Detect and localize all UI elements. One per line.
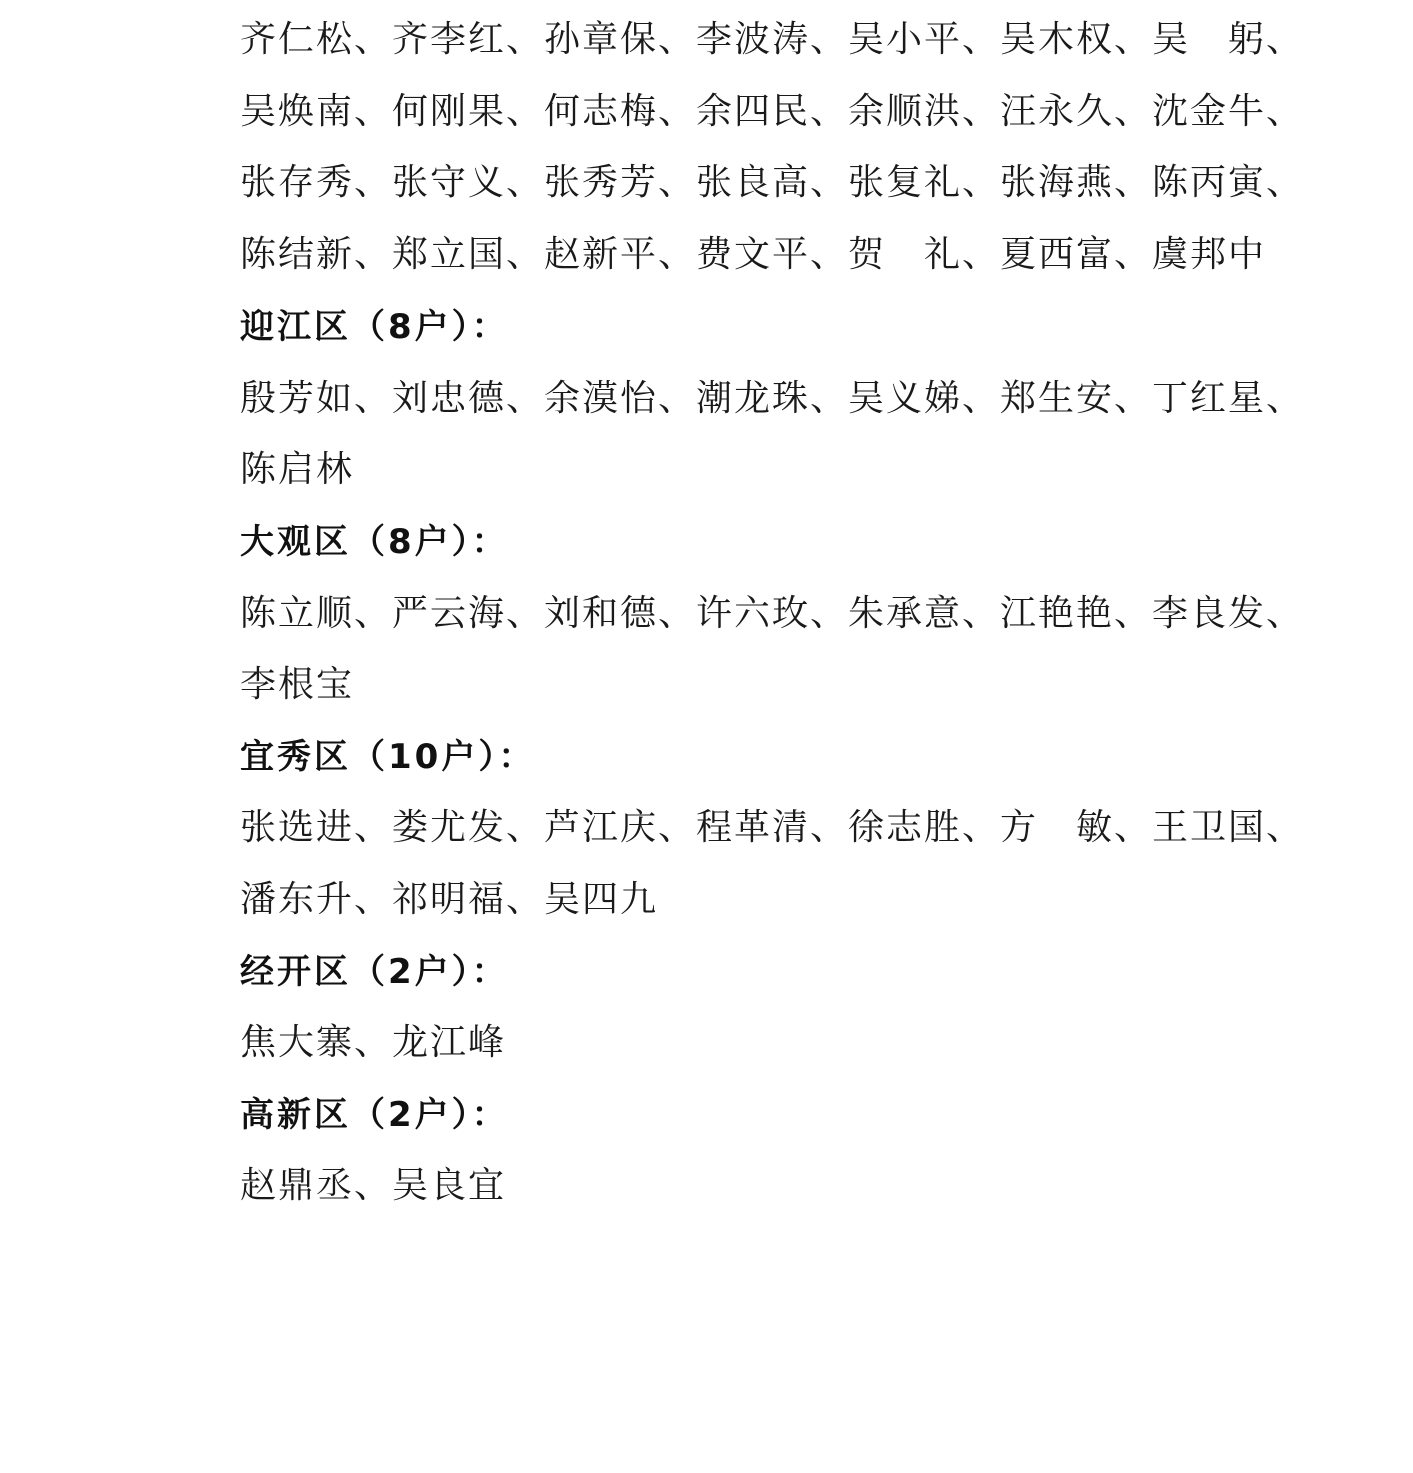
district-heading: 宜秀区（10户）： <box>240 737 536 777</box>
names-line: 吴焕南、何刚果、何志梅、余四民、余顺洪、汪永久、沈金牛、 <box>240 91 1305 132</box>
names-line: 李根宝 <box>240 664 355 705</box>
names-line: 赵鼎丞、吴良宜 <box>240 1165 507 1206</box>
district-heading: 高新区（2户）： <box>240 1095 509 1135</box>
district-heading: 迎江区（8户）： <box>240 307 509 347</box>
district-heading: 经开区（2户）： <box>240 952 509 992</box>
names-line: 张存秀、张守义、张秀芳、张良高、张复礼、张海燕、陈丙寅、 <box>240 162 1305 203</box>
district-heading: 大观区（8户）： <box>240 522 509 562</box>
names-line: 潘东升、祁明福、吴四九 <box>240 879 659 920</box>
names-line: 焦大寨、龙江峰 <box>240 1022 507 1063</box>
names-line: 殷芳如、刘忠德、余漠怡、潮龙珠、吴义娣、郑生安、丁红星、 <box>240 378 1305 419</box>
names-line: 陈启林 <box>240 449 355 490</box>
names-line: 陈立顺、严云海、刘和德、许六玫、朱承意、江艳艳、李良发、 <box>240 593 1305 634</box>
names-line: 张选进、娄尤发、芦江庆、程革清、徐志胜、方 敏、王卫国、 <box>240 807 1305 848</box>
names-line: 陈结新、郑立国、赵新平、费文平、贺 礼、夏西富、虞邦中 <box>240 234 1267 275</box>
names-line: 齐仁松、齐李红、孙章保、李波涛、吴小平、吴木权、吴 躬、 <box>240 19 1305 60</box>
